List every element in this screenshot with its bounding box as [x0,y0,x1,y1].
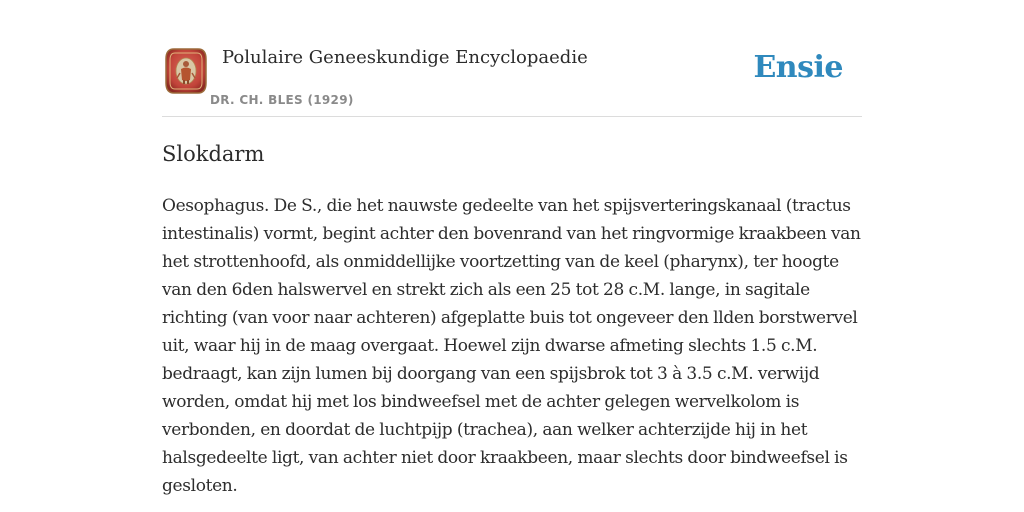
book-title[interactable]: Polulaire Geneeskundige Encyclopaedie [222,47,588,68]
entry-title: Slokdarm [162,142,265,166]
page-container [162,0,862,496]
page-header [162,0,862,117]
entry-body: Oesophagus. De S., die het nauwste gedeelte van het spijsverteringskanaal (tractus intestinalis) vormt, begint achter den bovenrand van het ringvormige kraakbeen van het strottenhoofd, als onmiddellijke voortzetting van de keel (pharynx), ter hoogte van den 6den halswervel en strekt zich als een 25 tot 28 c.M. lange, in sagitale richting (van voor naar achteren) afgeplatte buis tot ongeveer den llden borstwervel uit, waar hij in de maag overgaat. Hoewel zijn dwarse afmeting slechts 1.5 c.M. bedraagt, kan zijn lumen bij doorgang van een spijsbrok tot 3 à 3.5 c.M. verwijd worden, omdat hij met los bindweefsel met de achter gelegen wervelkolom is verbonden, en doordat de luchtpijp (trachea), aan welker achterzijde hij in het halsgedeelte ligt, van achter niet door kraakbeen, maar slechts door bindweefsel is gesloten. [162,196,861,496]
book-seal-icon[interactable] [164,47,208,95]
ensie-logo-link[interactable]: Ensie [753,50,843,85]
book-author: DR. CH. BLES (1929) [210,93,354,107]
